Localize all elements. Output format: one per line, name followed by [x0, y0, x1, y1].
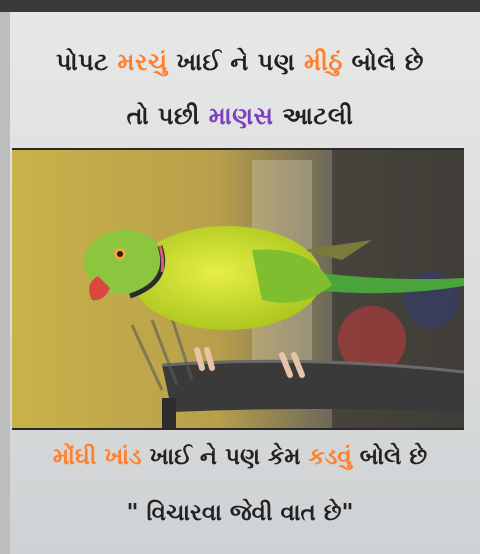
- footer-text-1b: ખાઈ ને પણ કેમ: [141, 444, 309, 470]
- footer-line-1: [0, 444, 480, 470]
- top-bar: [0, 0, 480, 12]
- footer-highlight-kadvu: કડવું: [308, 444, 352, 470]
- footer-highlight-khand: મોંઘી ખાંડ: [52, 444, 142, 470]
- footer-line-2: " વિચારવા જેવી વાત છે": [126, 500, 354, 526]
- headline-line-2: [0, 102, 480, 130]
- parrot-photo: [12, 148, 464, 430]
- headline-highlight-manas: માણસ: [208, 102, 274, 130]
- headline-text-2c: આટલી: [273, 102, 354, 130]
- headline-highlight-mithu: મીઠું: [304, 48, 343, 76]
- headline-line-1: [0, 48, 480, 76]
- parrot-illustration: [12, 150, 464, 428]
- left-edge: [0, 12, 10, 554]
- headline-text-1c: ખાઈ ને પણ: [167, 48, 305, 76]
- footer-text-1d: બોલે છે: [351, 444, 428, 470]
- headline-text-1e: બોલે છે: [342, 48, 424, 76]
- headline-text-1a: પોપટ: [56, 48, 118, 76]
- headline-highlight-mirchu: મરચું: [117, 48, 168, 76]
- headline-text-2a: તો પછી: [126, 102, 209, 130]
